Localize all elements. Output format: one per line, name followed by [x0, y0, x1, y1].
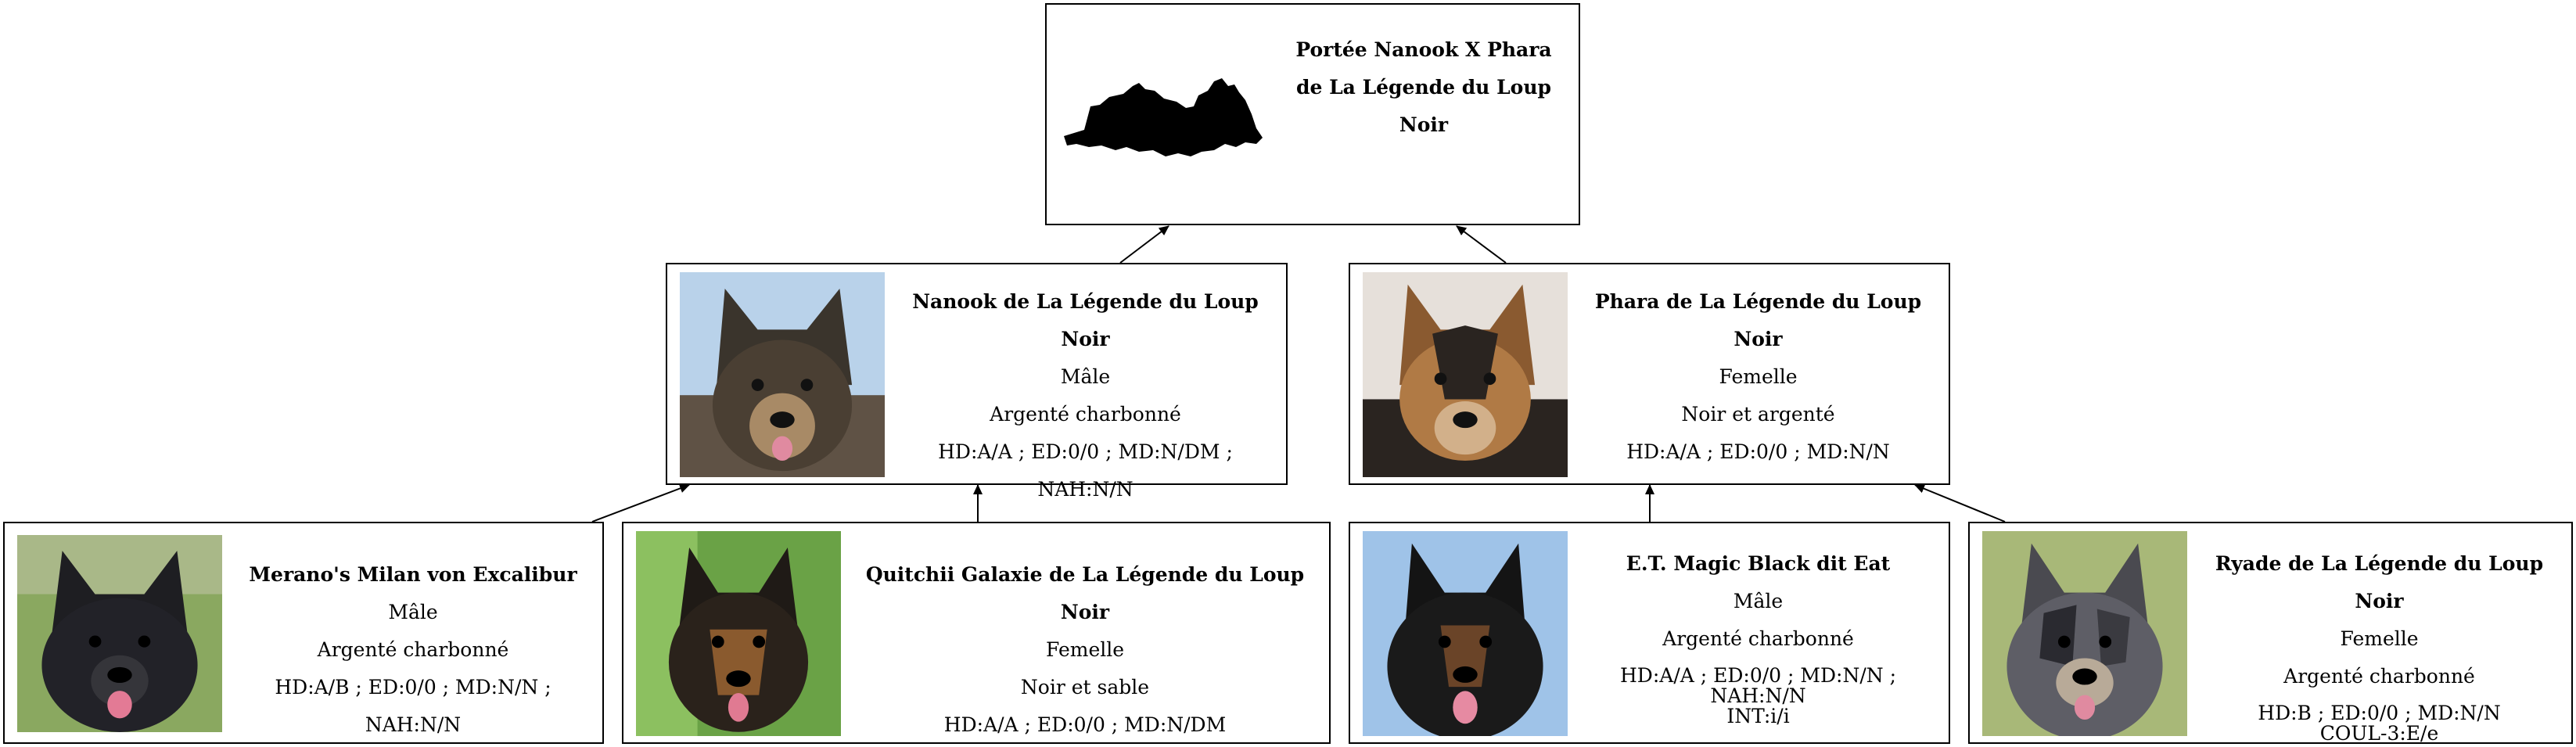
sire-sire-sex: Mâle	[388, 601, 438, 623]
sire-dam-color: Noir et sable	[1020, 676, 1150, 699]
dam-dam-health-extra: COUL-3:E/e	[2319, 722, 2439, 745]
dam-sire-health-extra: INT:i/i	[1726, 705, 1790, 727]
sire-dam-photo	[636, 531, 841, 736]
sire-sire-health: HD:A/B ; ED:0/0 ; MD:N/N ; NAH:N/N	[275, 676, 551, 736]
dam-dam-node	[1968, 522, 2573, 744]
dam-color: Noir et argenté	[1681, 403, 1835, 426]
litter-title: Portée Nanook X Phara	[1295, 38, 1552, 61]
sire-sex: Mâle	[1060, 365, 1111, 388]
sire-sire-color: Argenté charbonné	[317, 638, 509, 661]
litter-node	[1045, 3, 1580, 225]
sire-photo	[680, 272, 885, 477]
dam-sire-photo	[1363, 531, 1568, 736]
sire-dam-sex: Femelle	[1045, 638, 1125, 661]
dogs-silhouette-logo	[1061, 75, 1266, 161]
dam-dam-name: Ryade de La Légende du Loup Noir	[2215, 552, 2544, 612]
sire-health: HD:A/A ; ED:0/0 ; MD:N/DM ; NAH:N/N	[938, 440, 1233, 501]
dam-health: HD:A/A ; ED:0/0 ; MD:N/N	[1626, 440, 1890, 463]
dam-name: Phara de La Légende du Loup Noir	[1594, 290, 1922, 350]
dam-sire-name: E.T. Magic Black dit Eat	[1626, 552, 1891, 575]
dam-dam-health: HD:B ; ED:0/0 ; MD:N/N	[2258, 702, 2501, 724]
sire-node	[666, 263, 1288, 501]
sire-sire-name: Merano's Milan von Excalibur	[249, 563, 577, 586]
dam-dam-photo	[1982, 531, 2187, 736]
sire-dam-health: HD:A/A ; ED:0/0 ; MD:N/DM	[943, 713, 1227, 736]
sire-sire-node	[3, 522, 604, 744]
dam-dam-sex: Femelle	[2340, 627, 2419, 650]
dam-sire-health: HD:A/A ; ED:0/0 ; MD:N/N ; NAH:N/N	[1620, 664, 1896, 707]
dam-sire-sex: Mâle	[1733, 590, 1784, 612]
edge-sire-sire-to-sire	[592, 485, 689, 522]
edge-dam-to-litter	[1457, 226, 1506, 263]
sire-name: Nanook de La Légende du Loup Noir	[912, 290, 1259, 350]
edge-sire-to-litter	[1120, 226, 1169, 263]
dam-node	[1349, 263, 1950, 485]
dam-photo	[1363, 272, 1568, 477]
edge-dam-dam-to-dam	[1915, 485, 2005, 522]
dam-sex: Femelle	[1719, 365, 1798, 388]
litter-subtitle: de La Légende du Loup Noir	[1296, 76, 1551, 136]
sire-color: Argenté charbonné	[990, 403, 1181, 426]
sire-dam-name: Quitchii Galaxie de La Légende du Loup Noir	[865, 563, 1305, 623]
sire-dam-node	[622, 522, 1331, 744]
sire-sire-photo	[17, 535, 222, 732]
dam-sire-node	[1349, 522, 1950, 744]
dam-sire-color: Argenté charbonné	[1662, 627, 1854, 650]
dam-dam-color: Argenté charbonné	[2283, 665, 2475, 688]
